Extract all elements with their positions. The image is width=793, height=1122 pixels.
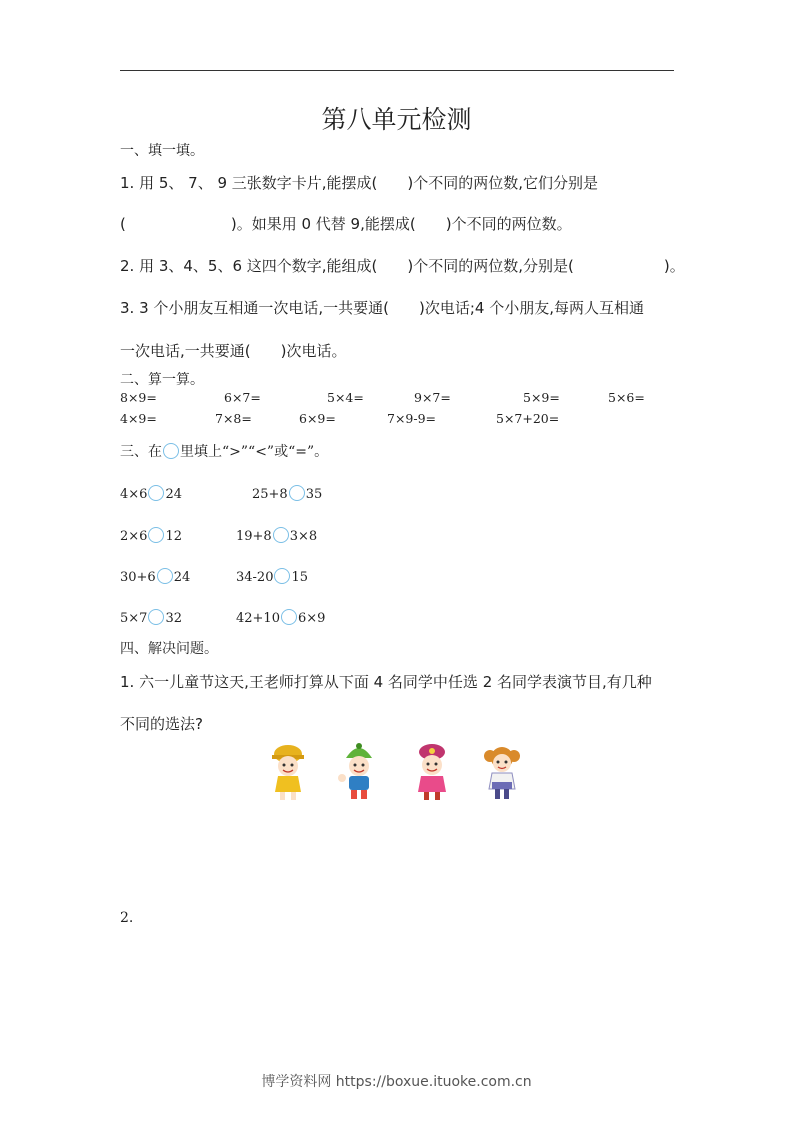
page-title: 第八单元检测 [321,105,472,134]
answer-circle[interactable] [281,609,297,625]
question-1-2: 2. 用 3、4、5、6 这四个数字,能组成( )个不同的两位数,分别是( )。 [120,257,685,275]
calc-item: 7×8= [215,411,252,426]
answer-circle[interactable] [274,568,290,584]
section-3-heading: 三、在 里填上“>”“<”或“=”。 [120,444,329,460]
question-4-2: 2. [120,910,134,926]
section-4-heading: 四、解决问题。 [120,641,218,657]
question-4-1-line-2: 不同的选法? [120,715,203,733]
calc-item: 4×9= [120,411,157,426]
calc-item: 7×9-9= [387,411,437,426]
comparison-item: 5×7 32 [120,611,182,626]
answer-circle[interactable] [273,527,289,543]
comparison-item: 19+8 3×8 [236,529,318,544]
section-2-heading: 二、算一算。 [120,372,204,388]
comparison-item: 42+10 6×9 [236,611,326,626]
calc-item: 8×9= [120,390,157,405]
calc-item: 5×4= [327,390,364,405]
answer-circle[interactable] [148,527,164,543]
answer-circle[interactable] [148,609,164,625]
answer-circle[interactable] [289,485,305,501]
header-rule [120,70,674,71]
question-1-1-line-2: ( )。如果用 0 代替 9,能摆成( )个不同的两位数。 [120,215,572,233]
child-green-hat-illustration [336,742,382,802]
section-1-heading: 一、填一填。 [120,143,204,159]
child-yellow-hat-illustration [268,742,308,802]
comparison-item: 2×6 12 [120,529,182,544]
question-1-1-line-1: 1. 用 5、 7、 9 三张数字卡片,能摆成( )个不同的两位数,它们分别是 [120,174,599,192]
question-4-1-line-1: 1. 六一儿童节这天,王老师打算从下面 4 名同学中任选 2 名同学表演节目,有几种 [120,673,652,691]
answer-circle[interactable] [148,485,164,501]
calc-item: 9×7= [414,390,451,405]
comparison-item: 30+6 24 [120,570,191,585]
calc-item: 5×9= [523,390,560,405]
comparison-item: 25+8 35 [252,487,323,502]
calc-item: 6×7= [224,390,261,405]
comparison-item: 4×6 24 [120,487,182,502]
comparison-item: 34-20 15 [236,570,309,585]
footer-watermark: 博学资料网 https://boxue.ituoke.com.cn [261,1074,532,1090]
comparison-circle-icon [163,443,179,459]
calc-item: 5×6= [608,390,645,405]
question-1-3-line-2: 一次电话,一共要通( )次电话。 [120,342,347,360]
child-red-cap-illustration [412,742,452,802]
answer-circle[interactable] [157,568,173,584]
child-pigtails-illustration [482,742,522,802]
calc-item: 5×7+20= [496,411,560,426]
question-1-3-line-1: 3. 3 个小朋友互相通一次电话,一共要通( )次电话;4 个小朋友,每两人互相通 [120,299,644,317]
calc-item: 6×9= [299,411,336,426]
